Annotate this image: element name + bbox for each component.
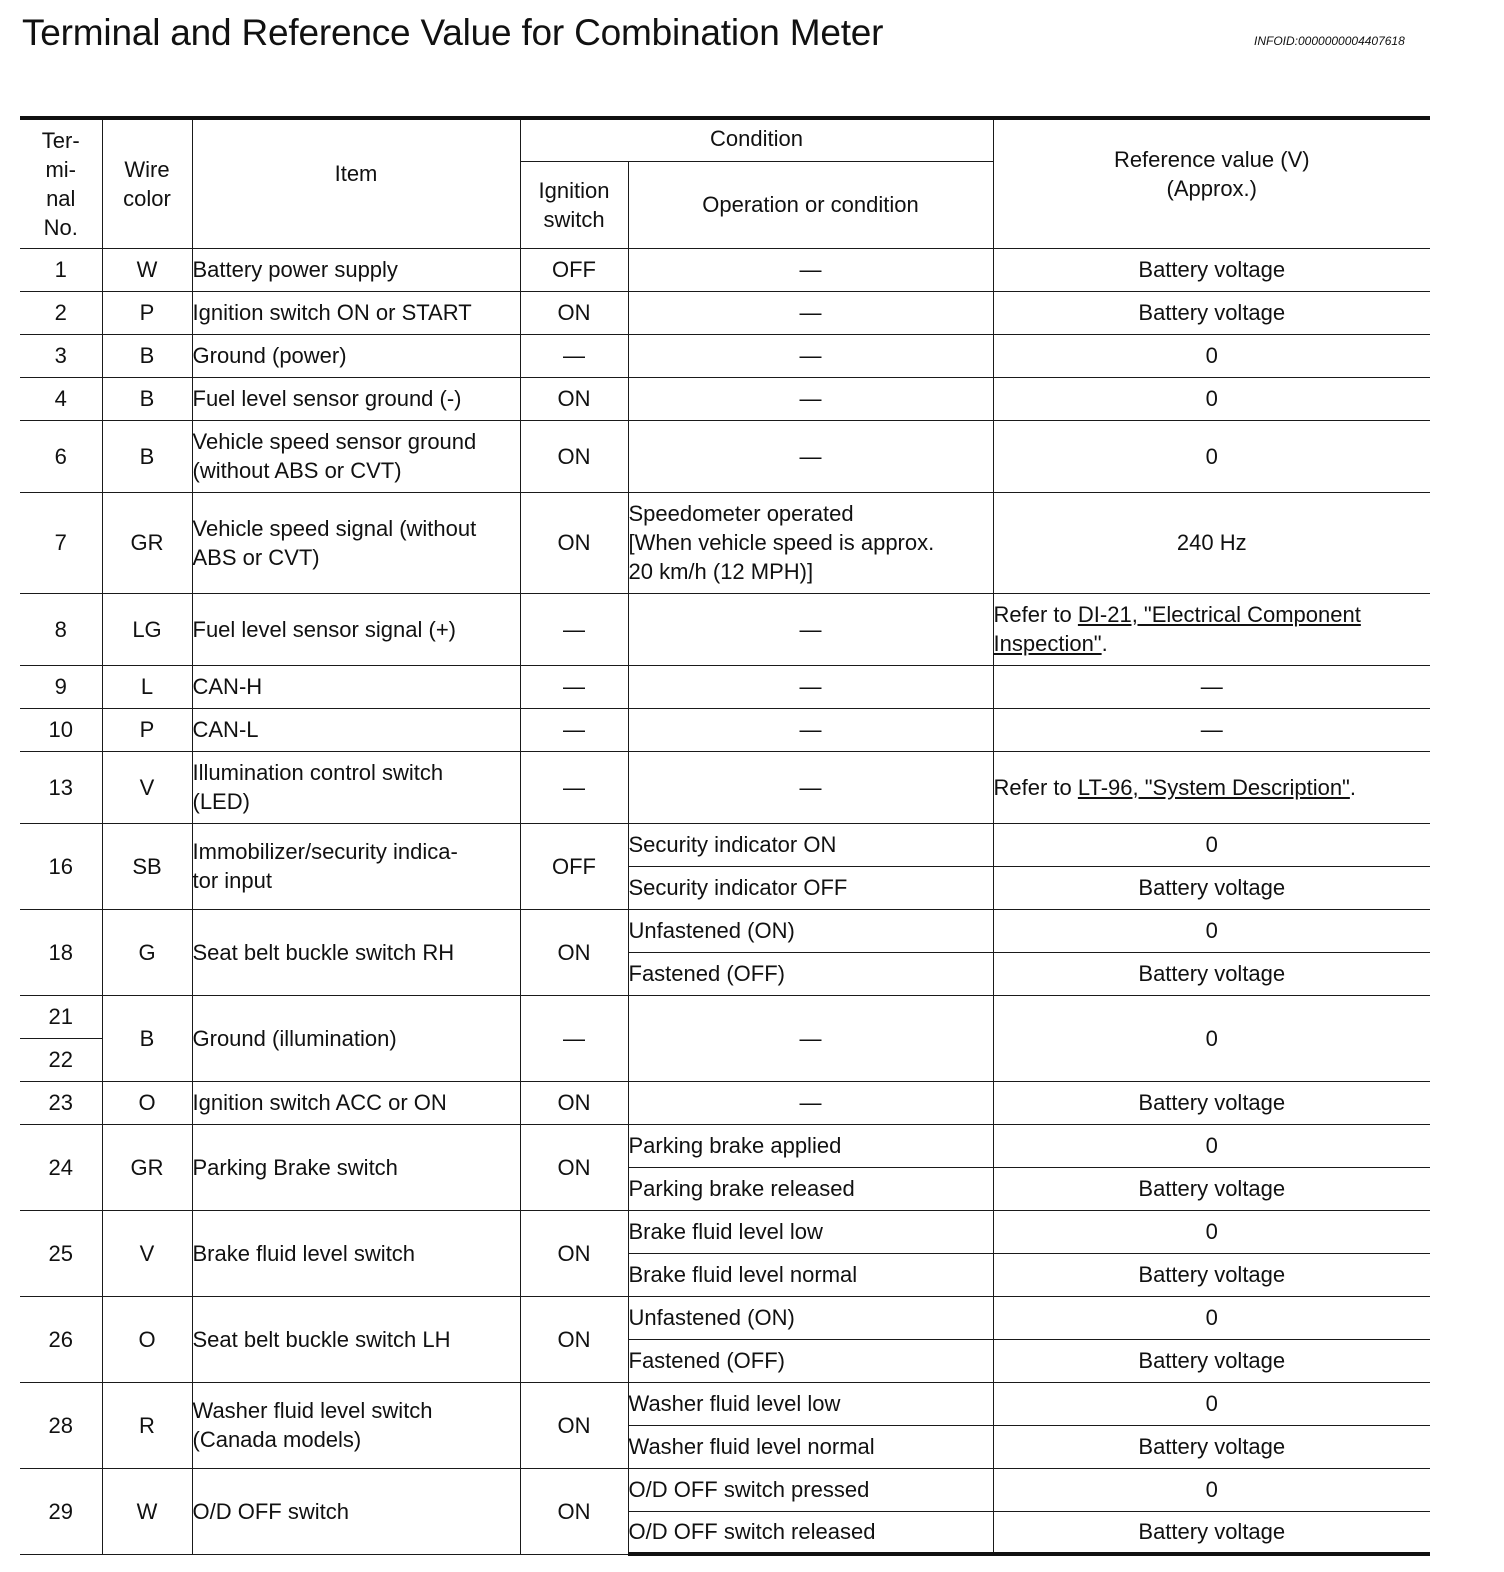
wire-color-cell: G — [102, 909, 192, 995]
operation-cell: — — [628, 291, 993, 334]
reference-cell: 0 — [993, 823, 1430, 866]
ignition-cell: — — [520, 334, 628, 377]
ignition-cell: — — [520, 593, 628, 665]
terminal-cell: 13 — [20, 751, 102, 823]
header-wire-color: Wire color — [102, 118, 192, 248]
item-cell: CAN-L — [192, 708, 520, 751]
operation-cell: Washer fluid level normal — [628, 1425, 993, 1468]
header-item: Item — [192, 118, 520, 248]
terminal-cell: 16 — [20, 823, 102, 909]
wire-color-cell: V — [102, 751, 192, 823]
operation-cell: O/D OFF switch pressed — [628, 1468, 993, 1511]
terminal-cell: 28 — [20, 1382, 102, 1468]
header-terminal-no: Ter- mi- nal No. — [20, 118, 102, 248]
operation-cell: Brake fluid level normal — [628, 1253, 993, 1296]
terminal-cell: 25 — [20, 1210, 102, 1296]
item-cell: Ground (illumination) — [192, 995, 520, 1081]
operation-cell: — — [628, 995, 993, 1081]
table-row — [20, 823, 1430, 866]
table-row — [20, 995, 1430, 1038]
header-condition: Condition — [520, 118, 993, 161]
operation-cell: Security indicator ON — [628, 823, 993, 866]
header-reference-value: Reference value (V) (Approx.) — [993, 118, 1430, 248]
operation-cell: Security indicator OFF — [628, 866, 993, 909]
operation-cell: — — [628, 708, 993, 751]
operation-cell: — — [628, 248, 993, 291]
lt-96-reference-link[interactable]: LT-96, "System Description" — [1077, 774, 1350, 800]
wire-color-cell: L — [102, 665, 192, 708]
wire-color-cell: SB — [102, 823, 192, 909]
reference-cell: 0 — [993, 1382, 1430, 1425]
reference-cell: Battery voltage — [993, 1253, 1430, 1296]
operation-cell: — — [628, 334, 993, 377]
operation-cell: — — [628, 420, 993, 492]
terminal-cell: 24 — [20, 1124, 102, 1210]
item-cell: Seat belt buckle switch LH — [192, 1296, 520, 1382]
terminal-cell: 29 — [20, 1468, 102, 1554]
terminal-cell: 2 — [20, 291, 102, 334]
operation-cell: — — [628, 593, 993, 665]
di-21-reference-link-continued[interactable]: Inspection" — [993, 631, 1102, 656]
table-row — [20, 1382, 1430, 1425]
reference-cell: 0 — [993, 1210, 1430, 1253]
ignition-cell: — — [520, 751, 628, 823]
ignition-cell: — — [520, 708, 628, 751]
item-cell: Parking Brake switch — [192, 1124, 520, 1210]
reference-cell: Battery voltage — [993, 1081, 1430, 1124]
table-row — [20, 291, 1430, 334]
operation-cell: Unfastened (ON) — [628, 1296, 993, 1339]
table-row — [20, 420, 1430, 492]
wire-color-cell: O — [102, 1296, 192, 1382]
reference-cell: 0 — [993, 909, 1430, 952]
ignition-cell: ON — [520, 420, 628, 492]
operation-cell: — — [628, 1081, 993, 1124]
terminal-cell: 21 — [20, 995, 102, 1038]
ignition-cell: OFF — [520, 248, 628, 291]
wire-color-cell: O — [102, 1081, 192, 1124]
reference-cell: Battery voltage — [993, 1511, 1430, 1554]
reference-cell: 0 — [993, 1124, 1430, 1167]
table-row — [20, 665, 1430, 708]
table-row — [20, 492, 1430, 593]
operation-cell: — — [628, 377, 993, 420]
item-cell: Illumination control switch (LED) — [192, 751, 520, 823]
reference-cell: Battery voltage — [993, 1167, 1430, 1210]
terminal-cell: 23 — [20, 1081, 102, 1124]
item-cell: Vehicle speed signal (without ABS or CVT) — [192, 492, 520, 593]
table-row — [20, 1468, 1430, 1511]
ignition-cell: ON — [520, 492, 628, 593]
page-title: Terminal and Reference Value for Combination Meter — [22, 12, 884, 53]
reference-cell: 0 — [993, 1296, 1430, 1339]
ignition-cell: ON — [520, 1081, 628, 1124]
wire-color-cell: V — [102, 1210, 192, 1296]
ignition-cell: ON — [520, 1210, 628, 1296]
header-ignition-switch: Ignition switch — [520, 161, 628, 248]
reference-cell: Battery voltage — [993, 952, 1430, 995]
item-cell: Seat belt buckle switch RH — [192, 909, 520, 995]
reference-cell: Refer to DI-21, "Electrical Component Inspection". — [993, 593, 1430, 665]
ignition-cell: ON — [520, 1296, 628, 1382]
reference-cell: Battery voltage — [993, 866, 1430, 909]
item-cell: Vehicle speed sensor ground (without ABS or CVT) — [192, 420, 520, 492]
terminal-cell: 10 — [20, 708, 102, 751]
item-cell: O/D OFF switch — [192, 1468, 520, 1554]
item-cell: Brake fluid level switch — [192, 1210, 520, 1296]
operation-cell: — — [628, 751, 993, 823]
wire-color-cell: B — [102, 995, 192, 1081]
ignition-cell: ON — [520, 909, 628, 995]
operation-cell: Fastened (OFF) — [628, 952, 993, 995]
reference-cell: 0 — [993, 420, 1430, 492]
item-cell: CAN-H — [192, 665, 520, 708]
operation-cell: — — [628, 665, 993, 708]
reference-cell: — — [993, 708, 1430, 751]
reference-cell: 0 — [993, 1468, 1430, 1511]
operation-cell: Parking brake released — [628, 1167, 993, 1210]
table-row — [20, 248, 1430, 291]
reference-cell: 240 Hz — [993, 492, 1430, 593]
operation-cell: Parking brake applied — [628, 1124, 993, 1167]
wire-color-cell: B — [102, 377, 192, 420]
item-cell: Immobilizer/security indica- tor input — [192, 823, 520, 909]
reference-cell: 0 — [993, 377, 1430, 420]
item-cell: Ground (power) — [192, 334, 520, 377]
item-cell: Washer fluid level switch (Canada models) — [192, 1382, 520, 1468]
wire-color-cell: P — [102, 708, 192, 751]
operation-cell: Washer fluid level low — [628, 1382, 993, 1425]
item-cell: Ignition switch ACC or ON — [192, 1081, 520, 1124]
table-row — [20, 1210, 1430, 1253]
table-row — [20, 1081, 1430, 1124]
wire-color-cell: B — [102, 420, 192, 492]
terminal-cell: 4 — [20, 377, 102, 420]
item-cell: Ignition switch ON or START — [192, 291, 520, 334]
operation-cell: Brake fluid level low — [628, 1210, 993, 1253]
ignition-cell: ON — [520, 1124, 628, 1210]
wire-color-cell: GR — [102, 1124, 192, 1210]
reference-cell: Battery voltage — [993, 248, 1430, 291]
terminal-cell: 8 — [20, 593, 102, 665]
item-cell: Fuel level sensor ground (-) — [192, 377, 520, 420]
ignition-cell: OFF — [520, 823, 628, 909]
ignition-cell: — — [520, 665, 628, 708]
operation-cell: Fastened (OFF) — [628, 1339, 993, 1382]
operation-cell: Speedometer operated [When vehicle speed is approx. 20 km/h (12 MPH)] — [628, 492, 993, 593]
wire-color-cell: B — [102, 334, 192, 377]
item-cell: Battery power supply — [192, 248, 520, 291]
wire-color-cell: GR — [102, 492, 192, 593]
reference-cell: 0 — [993, 995, 1430, 1081]
table-row — [20, 593, 1430, 665]
di-21-reference-link[interactable]: DI-21, "Electrical Component — [1077, 602, 1361, 627]
terminal-cell: 6 — [20, 420, 102, 492]
reference-cell: — — [993, 665, 1430, 708]
item-cell: Fuel level sensor signal (+) — [192, 593, 520, 665]
table-row — [20, 708, 1430, 751]
wire-color-cell: LG — [102, 593, 192, 665]
ignition-cell: ON — [520, 1468, 628, 1554]
terminal-cell: 7 — [20, 492, 102, 593]
table-row — [20, 909, 1430, 952]
reference-cell: Battery voltage — [993, 291, 1430, 334]
terminal-cell: 22 — [20, 1038, 102, 1081]
terminal-cell: 3 — [20, 334, 102, 377]
info-id: INFOID:0000000004407618 — [1254, 34, 1405, 48]
ignition-cell: — — [520, 995, 628, 1081]
reference-cell: Battery voltage — [993, 1425, 1430, 1468]
table-row — [20, 377, 1430, 420]
table-row — [20, 1124, 1430, 1167]
reference-cell: Battery voltage — [993, 1339, 1430, 1382]
terminal-cell: 1 — [20, 248, 102, 291]
reference-cell: Refer to LT-96, "System Description". — [993, 751, 1430, 823]
terminal-cell: 18 — [20, 909, 102, 995]
wire-color-cell: P — [102, 291, 192, 334]
reference-cell: 0 — [993, 334, 1430, 377]
ignition-cell: ON — [520, 1382, 628, 1468]
terminal-cell: 9 — [20, 665, 102, 708]
terminal-cell: 26 — [20, 1296, 102, 1382]
table-row — [20, 751, 1430, 823]
terminal-reference-table — [20, 116, 1430, 1556]
operation-cell: Unfastened (ON) — [628, 909, 993, 952]
header-operation-condition: Operation or condition — [628, 161, 993, 248]
table-row — [20, 1296, 1430, 1339]
operation-cell: O/D OFF switch released — [628, 1511, 993, 1554]
wire-color-cell: R — [102, 1382, 192, 1468]
ignition-cell: ON — [520, 377, 628, 420]
wire-color-cell: W — [102, 248, 192, 291]
wire-color-cell: W — [102, 1468, 192, 1554]
table-row — [20, 334, 1430, 377]
ignition-cell: ON — [520, 291, 628, 334]
